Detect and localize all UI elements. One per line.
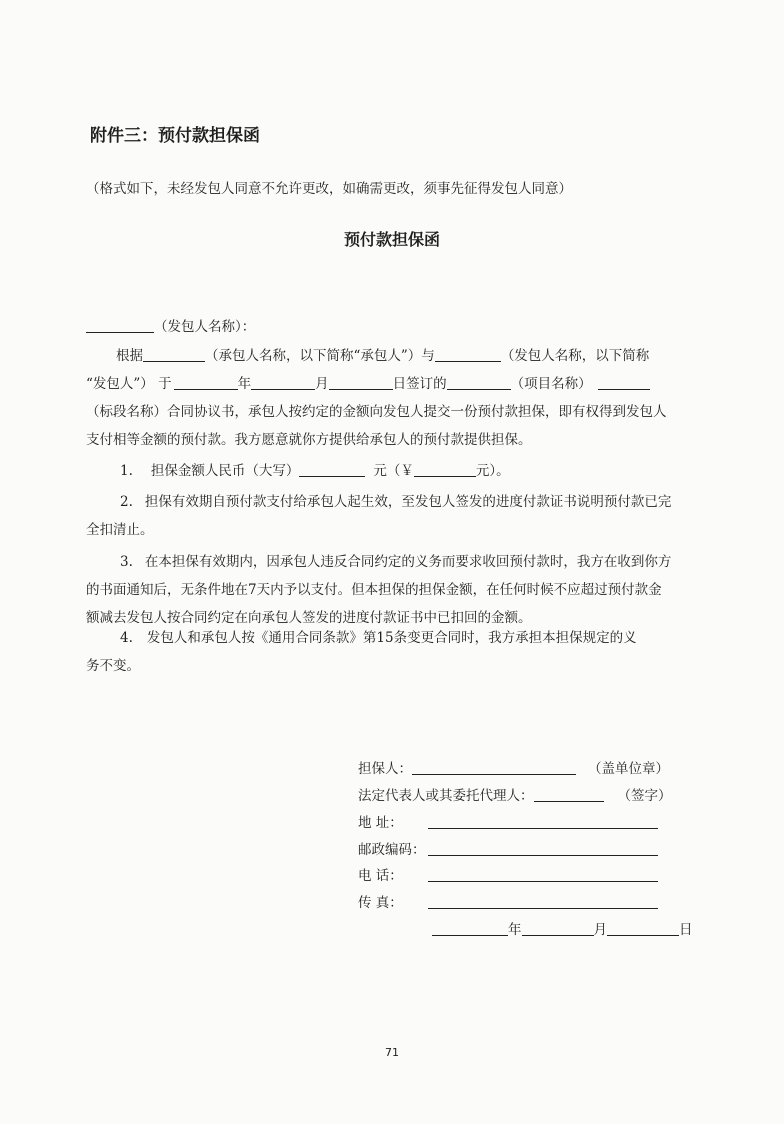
sig-month-blank: [522, 919, 594, 936]
section-blank: [598, 373, 650, 390]
address-line: 地 址：: [358, 811, 658, 831]
item4-line2: 务不变。: [86, 658, 140, 674]
amount-figures-blank: [414, 460, 476, 477]
employer-blank: [435, 345, 501, 362]
item2-line1: 2. 担保有效期自预付款支付给承包人起生效，至发包人签发的进度付款证书说明预付款已完: [120, 494, 672, 510]
document-title: 预付款担保函: [343, 230, 440, 249]
phone-blank: [428, 865, 658, 882]
addressee-blank: [86, 316, 154, 333]
item1-line: 1. 担保金额人民币（大写） 元（￥ 元）。: [120, 456, 510, 486]
amount-words-blank: [299, 460, 365, 477]
postcode-blank: [428, 839, 658, 856]
guarantor-line: 担保人： （盖单位章）: [358, 757, 669, 777]
appendix-heading: 附件三：预付款担保函: [90, 126, 260, 146]
phone-line: 电 话：: [358, 864, 658, 884]
date-line: 年 月 日: [432, 918, 693, 938]
postcode-line: 邮政编码：: [358, 838, 658, 858]
sig-year-blank: [432, 919, 508, 936]
addressee-suffix: （发包人名称）：: [154, 319, 256, 335]
item3-line2: 的书面通知后，无条件地在7天内予以支付。但本担保的担保金额，在任何时候不应超过预付款金: [86, 582, 662, 598]
fax-blank: [428, 892, 658, 909]
address-blank: [428, 812, 658, 829]
guarantor-blank: [412, 758, 576, 775]
para1-line3: （标段名称）合同协议书，承包人按约定的金额向发包人提交一份预付款担保，即有权得到发包人: [86, 404, 667, 420]
sig-day-blank: [607, 919, 679, 936]
item2-line2: 全扣清止。: [86, 522, 154, 538]
legal-rep-line: 法定代表人或其委托代理人： （签字）: [358, 784, 672, 804]
contractor-blank: [143, 345, 205, 362]
item3-line1: 3. 在本担保有效期内，因承包人违反合同约定的义务而要求收回预付款时，我方在收到你方: [120, 554, 672, 570]
day-blank: [329, 373, 393, 390]
item3-line3: 额减去发包人按合同约定在向承包人签发的进度付款证书中已扣回的金额。: [86, 610, 532, 626]
year-blank: [174, 373, 238, 390]
item4-line1: 4. 发包人和承包人按《通用合同条款》第15条变更合同时，我方承担本担保规定的义: [120, 630, 637, 646]
legal-rep-blank: [534, 785, 604, 802]
page-number: 71: [385, 1046, 399, 1059]
para1-line1: 根据 （承包人名称，以下简称“承包人”）与 （发包人名称，以下简称: [116, 341, 649, 371]
format-note: （格式如下，未经发包人同意不允许更改，如确需更改，须事先征得发包人同意）: [86, 181, 572, 197]
addressee-line: [86, 312, 255, 342]
project-blank: [447, 373, 511, 390]
para1-line4: 支付相等金额的预付款。我方愿意就你方提供给承包人的预付款提供担保。: [86, 432, 532, 448]
month-blank: [251, 373, 315, 390]
fax-line: 传 真：: [358, 891, 658, 911]
para1-line2: “发包人”） 于 年 月 日签订的 （项目名称）: [86, 369, 650, 399]
